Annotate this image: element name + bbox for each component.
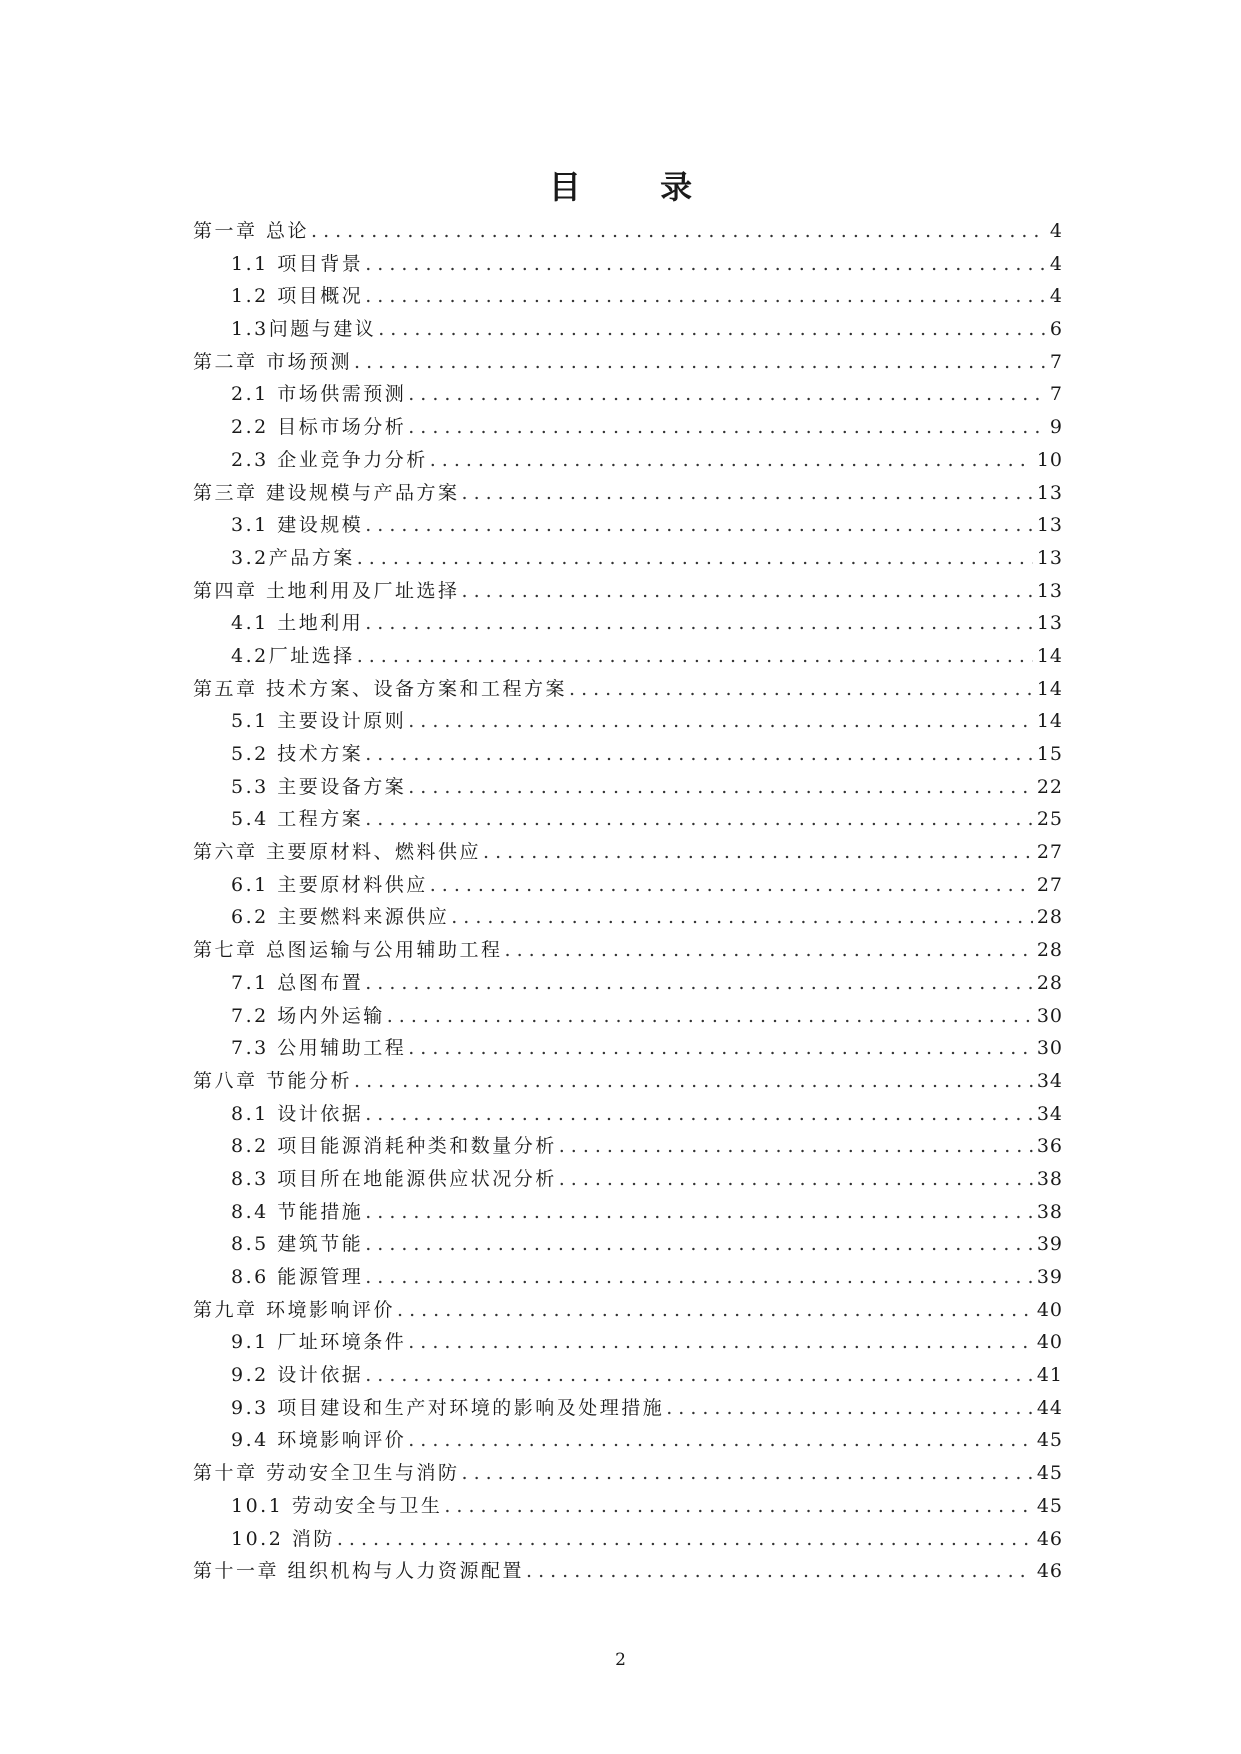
toc-entry-label: 8.1 设计依据 <box>231 1102 364 1125</box>
toc-chapter-entry[interactable] <box>193 1066 1063 1099</box>
toc-dot-leader <box>430 874 1033 896</box>
toc-section-entry[interactable] <box>193 1197 1063 1230</box>
toc-entry-label: 6.2 主要燃料来源供应 <box>231 906 450 929</box>
toc-entry-page: 4 <box>1049 252 1063 275</box>
toc-entry-label: 1.2 项目概况 <box>231 285 364 308</box>
toc-entry-page: 28 <box>1036 906 1063 929</box>
toc-section-entry[interactable] <box>193 314 1063 347</box>
toc-dot-leader <box>666 1397 1033 1419</box>
toc-dot-leader <box>357 547 1033 569</box>
toc-entry-page: 6 <box>1049 318 1063 341</box>
toc-entry-page: 30 <box>1036 1037 1063 1060</box>
toc-section-entry[interactable] <box>193 1425 1063 1458</box>
toc-dot-leader <box>365 514 1033 536</box>
toc-entry-page: 13 <box>1036 514 1063 537</box>
toc-entry-label: 9.3 项目建设和生产对环境的影响及处理措施 <box>231 1396 665 1419</box>
toc-entry-page: 41 <box>1036 1364 1063 1387</box>
toc-dot-leader <box>354 1070 1033 1092</box>
toc-entry-label: 第六章 主要原材料、燃料供应 <box>193 841 482 864</box>
toc-section-entry[interactable] <box>193 249 1063 282</box>
toc-chapter-entry[interactable] <box>193 216 1063 249</box>
toc-chapter-entry[interactable] <box>193 347 1063 380</box>
toc-entry-page: 14 <box>1036 677 1063 700</box>
toc-entry-page: 40 <box>1036 1298 1063 1321</box>
toc-entry-label: 7.2 场内外运输 <box>231 1004 385 1027</box>
toc-section-entry[interactable] <box>193 1327 1063 1360</box>
toc-section-entry[interactable] <box>193 1001 1063 1034</box>
toc-entry-page: 45 <box>1036 1494 1063 1517</box>
toc-dot-leader <box>365 612 1033 634</box>
toc-entry-label: 5.1 主要设计原则 <box>231 710 407 733</box>
toc-dot-leader <box>569 678 1033 700</box>
toc-entry-label: 8.2 项目能源消耗种类和数量分析 <box>231 1135 557 1158</box>
toc-entry-page: 7 <box>1049 350 1063 373</box>
toc-title: 目 录 <box>548 168 727 206</box>
toc-entry-label: 第九章 环境影响评价 <box>193 1298 396 1321</box>
toc-dot-leader <box>365 1233 1033 1255</box>
toc-entry-label: 第七章 总图运输与公用辅助工程 <box>193 939 503 962</box>
toc-dot-leader <box>365 1364 1033 1386</box>
table-of-contents <box>193 216 1063 1589</box>
toc-dot-leader <box>387 1005 1033 1027</box>
toc-dot-leader <box>408 1037 1033 1059</box>
toc-chapter-entry[interactable] <box>193 837 1063 870</box>
toc-section-entry[interactable] <box>193 379 1063 412</box>
toc-dot-leader <box>526 1560 1033 1582</box>
toc-dot-leader <box>462 482 1033 504</box>
toc-dot-leader <box>559 1168 1033 1190</box>
toc-section-entry[interactable] <box>193 870 1063 903</box>
toc-dot-leader <box>462 580 1033 602</box>
toc-entry-label: 第三章 建设规模与产品方案 <box>193 481 460 504</box>
toc-entry-page: 13 <box>1036 481 1063 504</box>
toc-entry-page: 30 <box>1036 1004 1063 1027</box>
toc-entry-page: 44 <box>1036 1396 1063 1419</box>
toc-chapter-entry[interactable] <box>193 1458 1063 1491</box>
toc-section-entry[interactable] <box>193 772 1063 805</box>
toc-entry-label: 6.1 主要原材料供应 <box>231 873 428 896</box>
toc-dot-leader <box>483 841 1033 863</box>
toc-chapter-entry[interactable] <box>193 674 1063 707</box>
toc-dot-leader <box>365 1266 1033 1288</box>
toc-entry-label: 3.1 建设规模 <box>231 514 364 537</box>
toc-dot-leader <box>462 1462 1033 1484</box>
toc-section-entry[interactable] <box>193 1164 1063 1197</box>
toc-entry-label: 3.2产品方案 <box>231 546 355 569</box>
toc-entry-label: 第五章 技术方案、设备方案和工程方案 <box>193 677 568 700</box>
toc-entry-page: 13 <box>1036 579 1063 602</box>
toc-entry-page: 22 <box>1036 775 1063 798</box>
toc-section-entry[interactable] <box>193 445 1063 478</box>
toc-section-entry[interactable] <box>193 804 1063 837</box>
toc-section-entry[interactable] <box>193 1393 1063 1426</box>
toc-entry-label: 第二章 市场预测 <box>193 350 353 373</box>
toc-dot-leader <box>365 253 1046 275</box>
toc-entry-label: 2.1 市场供需预测 <box>231 383 407 406</box>
toc-section-entry[interactable] <box>193 1360 1063 1393</box>
toc-dot-leader <box>408 383 1046 405</box>
toc-entry-page: 45 <box>1036 1429 1063 1452</box>
toc-entry-label: 5.4 工程方案 <box>231 808 364 831</box>
toc-entry-label: 7.1 总图布置 <box>231 971 364 994</box>
toc-entry-page: 13 <box>1036 612 1063 635</box>
toc-section-entry[interactable] <box>193 1262 1063 1295</box>
page-number: 2 <box>615 1650 626 1670</box>
toc-chapter-entry[interactable] <box>193 478 1063 511</box>
toc-dot-leader <box>397 1299 1033 1321</box>
toc-entry-label: 4.1 土地利用 <box>231 612 364 635</box>
toc-dot-leader <box>357 645 1033 667</box>
toc-entry-label: 8.4 节能措施 <box>231 1200 364 1223</box>
toc-entry-page: 28 <box>1036 971 1063 994</box>
toc-entry-page: 46 <box>1036 1527 1063 1550</box>
toc-entry-page: 39 <box>1036 1233 1063 1256</box>
toc-entry-label: 10.1 劳动安全与卫生 <box>231 1494 443 1517</box>
toc-entry-label: 4.2厂址选择 <box>231 644 355 667</box>
toc-section-entry[interactable] <box>193 641 1063 674</box>
toc-entry-page: 40 <box>1036 1331 1063 1354</box>
toc-entry-page: 14 <box>1036 710 1063 733</box>
toc-entry-label: 5.3 主要设备方案 <box>231 775 407 798</box>
toc-entry-label: 2.3 企业竞争力分析 <box>231 448 428 471</box>
toc-dot-leader <box>430 449 1033 471</box>
toc-entry-page: 34 <box>1036 1102 1063 1125</box>
toc-entry-page: 4 <box>1049 285 1063 308</box>
toc-entry-page: 36 <box>1036 1135 1063 1158</box>
toc-dot-leader <box>408 416 1046 438</box>
toc-entry-label: 9.2 设计依据 <box>231 1364 364 1387</box>
toc-entry-label: 2.2 目标市场分析 <box>231 416 407 439</box>
toc-entry-page: 45 <box>1036 1462 1063 1485</box>
toc-entry-label: 10.2 消防 <box>231 1527 335 1550</box>
toc-section-entry[interactable] <box>193 1131 1063 1164</box>
toc-section-entry[interactable] <box>193 1229 1063 1262</box>
toc-entry-page: 39 <box>1036 1266 1063 1288</box>
toc-dot-leader <box>408 776 1033 798</box>
toc-entry-page: 27 <box>1036 873 1063 896</box>
toc-entry-label: 9.1 厂址环境条件 <box>231 1331 407 1354</box>
toc-section-entry[interactable] <box>193 281 1063 314</box>
toc-entry-label: 8.5 建筑节能 <box>231 1233 364 1256</box>
toc-dot-leader <box>378 318 1046 340</box>
toc-dot-leader <box>311 220 1046 242</box>
toc-dot-leader <box>408 1429 1033 1451</box>
toc-dot-leader <box>365 972 1033 994</box>
toc-section-entry[interactable] <box>193 1033 1063 1066</box>
toc-entry-label: 7.3 公用辅助工程 <box>231 1037 407 1060</box>
toc-entry-label: 8.6 能源管理 <box>231 1266 364 1288</box>
toc-entry-page: 13 <box>1036 546 1063 569</box>
toc-dot-leader <box>559 1135 1033 1157</box>
toc-chapter-entry[interactable] <box>193 576 1063 609</box>
toc-entry-label: 1.1 项目背景 <box>231 252 364 275</box>
toc-entry-label: 8.3 项目所在地能源供应状况分析 <box>231 1167 557 1190</box>
toc-dot-leader <box>408 710 1033 732</box>
toc-dot-leader <box>365 808 1033 830</box>
toc-chapter-entry[interactable] <box>193 935 1063 968</box>
toc-dot-leader <box>444 1495 1032 1517</box>
toc-entry-label: 第八章 节能分析 <box>193 1069 353 1092</box>
toc-entry-page: 46 <box>1036 1560 1063 1583</box>
toc-entry-page: 25 <box>1036 808 1063 831</box>
toc-dot-leader <box>451 906 1033 928</box>
toc-entry-label: 9.4 环境影响评价 <box>231 1429 407 1452</box>
toc-entry-page: 34 <box>1036 1069 1063 1092</box>
toc-entry-label: 1.3问题与建议 <box>231 318 377 341</box>
toc-entry-page: 10 <box>1036 448 1063 471</box>
toc-dot-leader <box>365 743 1033 765</box>
toc-section-entry[interactable] <box>193 1491 1063 1524</box>
toc-section-entry[interactable] <box>193 412 1063 445</box>
toc-dot-leader <box>354 351 1046 373</box>
toc-chapter-entry[interactable] <box>193 1556 1063 1589</box>
toc-entry-page: 7 <box>1049 383 1063 406</box>
toc-section-entry[interactable] <box>193 1099 1063 1132</box>
toc-entry-label: 第十章 劳动安全卫生与消防 <box>193 1462 460 1485</box>
toc-entry-label: 5.2 技术方案 <box>231 743 364 765</box>
toc-section-entry[interactable] <box>193 608 1063 641</box>
toc-entry-label: 第十一章 组织机构与人力资源配置 <box>193 1560 525 1583</box>
toc-entry-page: 27 <box>1036 841 1063 864</box>
toc-entry-page: 28 <box>1036 939 1063 962</box>
toc-section-entry[interactable] <box>193 739 1063 772</box>
toc-chapter-entry[interactable] <box>193 1295 1063 1328</box>
toc-section-entry[interactable] <box>193 968 1063 1001</box>
toc-dot-leader <box>365 285 1046 307</box>
toc-entry-page: 14 <box>1036 644 1063 667</box>
toc-section-entry[interactable] <box>193 902 1063 935</box>
toc-entry-label: 第一章 总论 <box>193 220 310 242</box>
toc-entry-page: 9 <box>1049 416 1063 439</box>
toc-entry-label: 第四章 土地利用及厂址选择 <box>193 579 460 602</box>
toc-entry-page: 38 <box>1036 1200 1063 1223</box>
toc-dot-leader <box>337 1528 1033 1550</box>
toc-dot-leader <box>505 939 1033 961</box>
toc-section-entry[interactable] <box>193 510 1063 543</box>
toc-section-entry[interactable] <box>193 706 1063 739</box>
toc-section-entry[interactable] <box>193 543 1063 576</box>
toc-section-entry[interactable] <box>193 1524 1063 1557</box>
toc-entry-page: 38 <box>1036 1167 1063 1190</box>
toc-entry-page: 15 <box>1036 743 1063 765</box>
toc-dot-leader <box>365 1201 1033 1223</box>
toc-dot-leader <box>365 1103 1033 1125</box>
toc-dot-leader <box>408 1331 1033 1353</box>
toc-entry-page: 4 <box>1049 220 1063 242</box>
